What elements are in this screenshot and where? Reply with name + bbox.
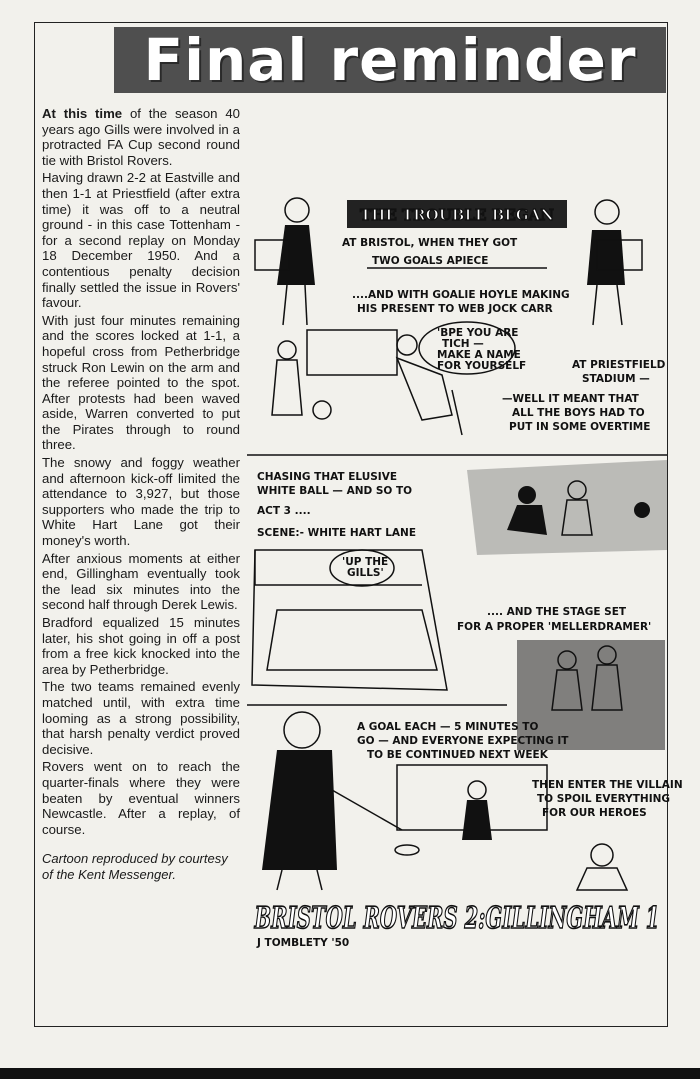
cartoon-caption: TO BE CONTINUED NEXT WEEK [367, 749, 548, 761]
bubble-text: FOR YOURSELF [437, 360, 527, 372]
action-scene [467, 460, 667, 555]
bubble-text: GILLS' [347, 567, 384, 579]
football-icon [313, 401, 331, 419]
bubble-text: 'BPE YOU ARE [437, 327, 519, 339]
cartoon-caption: AT PRIESTFIELD [572, 359, 666, 371]
cartoon-caption: GO — AND EVERYONE EXPECTING IT [357, 735, 569, 747]
lead-bold: At this time [42, 106, 123, 121]
article-column [42, 106, 240, 885]
cartoon-caption: STADIUM — [582, 373, 650, 385]
article-paragraph: Bradford equalized 15 minutes later, his shot going in off a post from a free kick knocked into the area by Petherbridge. [42, 615, 240, 677]
cartoon-caption: ....AND WITH GOALIE HOYLE MAKING [352, 289, 570, 301]
bubble-text: MAKE A NAME [437, 349, 521, 361]
cartoon-caption: FOR OUR HEROES [542, 807, 647, 819]
cartoon-caption: PUT IN SOME OVERTIME [509, 421, 651, 433]
cartoon-caption: SCENE:- WHITE HART LANE [257, 527, 417, 539]
scan-edge-bar [0, 1068, 700, 1079]
cartoon-headline: THE TROUBLE BEGAN [360, 206, 554, 224]
goalmouth-scene [272, 330, 462, 435]
page-title: Final reminder [143, 26, 637, 94]
cartoon-svg [247, 190, 683, 950]
article-paragraph: The snowy and foggy weather and afternoon kick-off limited the attendance to 3,927, but those supporters who made the trip to White Hart Lane got their money's worth. [42, 455, 240, 549]
cartoon-score-title: BRISTOL ROVERS 2:GILLINGHAM 1 [253, 901, 660, 936]
cartoon-caption: THEN ENTER THE VILLAIN [532, 779, 683, 791]
cartoon-caption: ACT 3 .... [257, 505, 311, 517]
article-paragraph: With just four minutes remaining and the scores locked at 1-1, a hopeful cross from Petherbridge struck Ron Lewin on the arm and the referee pointed to the spot. After protests had been waved aside, Warren converted to put the Pirates through to round three. [42, 312, 240, 453]
stadium-drawing [252, 550, 447, 690]
cartoon-caption: TO SPOIL EVERYTHING [537, 793, 671, 805]
cartoon-caption: FOR A PROPER 'MELLERDRAMER' [457, 621, 652, 633]
cartoon-caption: .... AND THE STAGE SET [487, 606, 627, 618]
referee-figure-right [587, 200, 642, 325]
cartoon-caption: A GOAL EACH — 5 MINUTES TO [357, 721, 539, 733]
cartoon-caption: TWO GOALS APIECE [372, 255, 489, 267]
bubble-text: 'UP THE [342, 556, 389, 568]
cartoon-caption: AT BRISTOL, WHEN THEY GOT [342, 237, 518, 249]
cartoon-caption: CHASING THAT ELUSIVE [257, 471, 398, 483]
lead-text: of the season 40 years ago Gills were involved in a protracted FA Cup second round tie with Bristol Rovers. [42, 106, 240, 168]
article-paragraph: Having drawn 2-2 at Eastville and then 1-1 at Priestfield (after extra time) it was off to a neutral ground - in this case Tottenham - for a second replay on Monday 18 December 1950. And a contentious penalty decision finally settled the issue in Rovers' favour. [42, 170, 240, 311]
article-paragraph [42, 106, 240, 168]
cartoonist-signature: J TOMBLETY '50 [257, 937, 350, 949]
bubble-text: TICH — [442, 338, 484, 350]
crowd-scene [517, 640, 665, 750]
cartoon-caption: ALL THE BOYS HAD TO [512, 407, 645, 419]
cartoon-caption: —WELL IT MEANT THAT [502, 393, 639, 405]
article-paragraph: After anxious moments at either end, Gillingham eventually took the lead six minutes into the second half through Derek Lewis. [42, 550, 240, 613]
article-paragraph: The two teams remained evenly matched until, with extra time looming as a strong possibility, that harsh penalty verdict proved decisive. [42, 679, 240, 757]
cartoon-caption: WHITE BALL — AND SO TO [257, 485, 413, 497]
referee-figure-left [255, 198, 315, 325]
cartoon-illustration [247, 190, 683, 950]
title-banner [114, 27, 666, 93]
article-paragraph: Rovers went on to reach the quarter-finals where they were beaten by eventual winners Newcastle. After a replay, of course. [42, 759, 240, 837]
cartoon-caption: HIS PRESENT TO WEB JOCK CARR [357, 303, 553, 315]
cartoon-credit: Cartoon reproduced by courtesy of the Kent Messenger. [42, 851, 228, 882]
